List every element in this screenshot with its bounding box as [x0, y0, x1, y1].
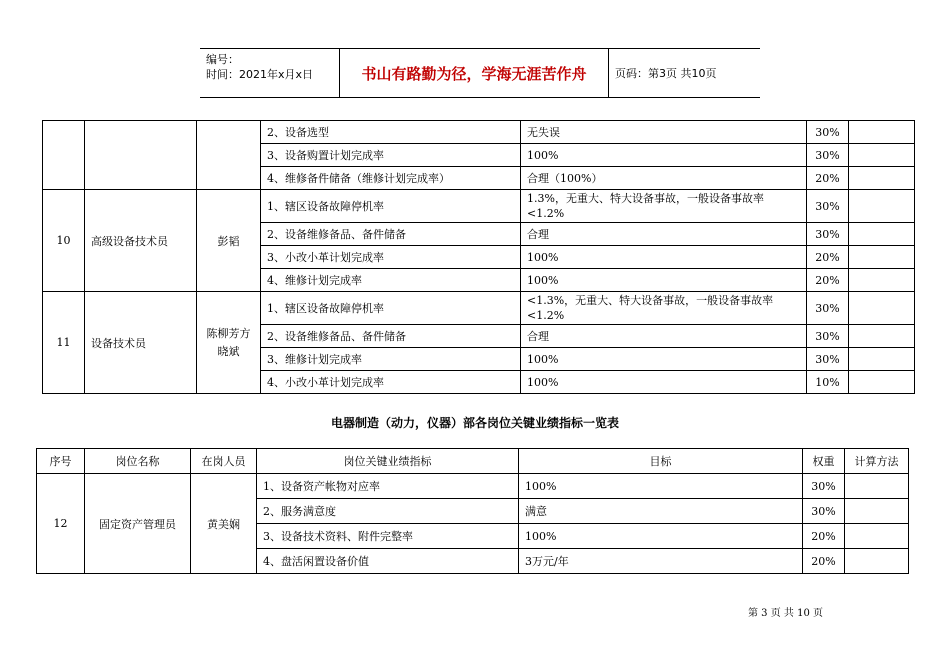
time-label: 时间：2021年x月x日	[206, 68, 314, 81]
weight-cell: 20%	[807, 269, 849, 292]
weight-cell: 30%	[807, 223, 849, 246]
header-target: 目标	[519, 449, 803, 474]
kpi-cell: 1、辖区设备故障停机率	[261, 190, 521, 223]
method-cell	[849, 292, 915, 325]
kpi-cell: 2、设备维修备品、备件储备	[261, 223, 521, 246]
method-cell	[845, 524, 909, 549]
target-cell: 合理	[521, 325, 807, 348]
table-header-row	[37, 449, 909, 474]
weight-cell: 30%	[807, 144, 849, 167]
table-row	[37, 474, 909, 499]
position-cell: 固定资产管理员	[85, 474, 191, 574]
method-cell	[849, 325, 915, 348]
method-cell	[849, 190, 915, 223]
weight-cell: 20%	[807, 167, 849, 190]
target-cell: 合理	[521, 223, 807, 246]
kpi-cell: 3、维修计划完成率	[261, 348, 521, 371]
kpi-cell: 2、设备维修备品、备件储备	[261, 325, 521, 348]
person-cell	[197, 121, 261, 190]
header-method: 计算方法	[845, 449, 909, 474]
kpi-cell: 2、设备选型	[261, 121, 521, 144]
method-cell	[845, 549, 909, 574]
position-cell: 设备技术员	[85, 292, 197, 394]
row-no-cell: 12	[37, 474, 85, 574]
target-cell: 3万元/年	[519, 549, 803, 574]
target-cell: 100%	[519, 524, 803, 549]
header-weight: 权重	[803, 449, 845, 474]
weight-cell: 10%	[807, 371, 849, 394]
position-cell: 高级设备技术员	[85, 190, 197, 292]
weight-cell: 30%	[803, 499, 845, 524]
method-cell	[849, 348, 915, 371]
weight-cell: 30%	[807, 348, 849, 371]
weight-cell: 20%	[803, 524, 845, 549]
target-cell: 100%	[521, 269, 807, 292]
table-row	[43, 292, 915, 325]
kpi-cell: 1、辖区设备故障停机率	[261, 292, 521, 325]
page-footer: 第 3 页 共 10 页	[748, 608, 823, 619]
target-cell: 100%	[521, 246, 807, 269]
kpi-cell: 4、盘活闲置设备价值	[257, 549, 519, 574]
header-kpi: 岗位关键业绩指标	[257, 449, 519, 474]
weight-cell: 30%	[803, 474, 845, 499]
row-no-cell: 10	[43, 190, 85, 292]
method-cell	[845, 499, 909, 524]
row-no-cell: 11	[43, 292, 85, 394]
method-cell	[849, 223, 915, 246]
header-meta	[200, 49, 340, 97]
weight-cell: 30%	[807, 325, 849, 348]
method-cell	[849, 121, 915, 144]
weight-cell: 30%	[807, 121, 849, 144]
method-cell	[849, 167, 915, 190]
section-title: 电器制造（动力，仪器）部各岗位关键业绩指标一览表	[330, 416, 619, 430]
kpi-table-electrical	[36, 448, 909, 574]
target-cell: 100%	[521, 348, 807, 371]
target-cell: <1.3%，无重大、特大设备事故，一般设备事故率<1.2%	[521, 292, 807, 325]
kpi-cell: 4、维修计划完成率	[261, 269, 521, 292]
page-header	[200, 48, 760, 98]
header-position: 岗位名称	[85, 449, 191, 474]
kpi-cell: 2、服务满意度	[257, 499, 519, 524]
position-cell	[85, 121, 197, 190]
method-cell	[849, 269, 915, 292]
target-cell: 满意	[519, 499, 803, 524]
header-person: 在岗人员	[191, 449, 257, 474]
person-cell: 陈柳芳方晓斌	[197, 292, 261, 394]
table-row	[43, 190, 915, 223]
target-cell: 100%	[519, 474, 803, 499]
row-no-cell	[43, 121, 85, 190]
weight-cell: 20%	[807, 246, 849, 269]
weight-cell: 20%	[803, 549, 845, 574]
target-cell: 无失误	[521, 121, 807, 144]
method-cell	[845, 474, 909, 499]
method-cell	[849, 144, 915, 167]
header-no: 序号	[37, 449, 85, 474]
target-cell: 100%	[521, 371, 807, 394]
method-cell	[849, 371, 915, 394]
kpi-cell: 3、设备购置计划完成率	[261, 144, 521, 167]
method-cell	[849, 246, 915, 269]
target-cell: 合理（100%）	[521, 167, 807, 190]
kpi-cell: 3、小改小革计划完成率	[261, 246, 521, 269]
person-cell: 黄美娴	[191, 474, 257, 574]
page-info: 页码：第3页 共10页	[615, 67, 717, 80]
kpi-cell: 1、设备资产帐物对应率	[257, 474, 519, 499]
table-row	[43, 121, 915, 144]
weight-cell: 30%	[807, 190, 849, 223]
person-cell: 彭韬	[197, 190, 261, 292]
code-label: 编号：	[206, 53, 239, 66]
target-cell: 1.3%，无重大、特大设备事故，一般设备事故率<1.2%	[521, 190, 807, 223]
weight-cell: 30%	[807, 292, 849, 325]
kpi-cell: 3、设备技术资料、附件完整率	[257, 524, 519, 549]
kpi-cell: 4、小改小革计划完成率	[261, 371, 521, 394]
kpi-table-continued	[42, 120, 915, 394]
target-cell: 100%	[521, 144, 807, 167]
header-motto: 书山有路勤为径，学海无涯苦作舟	[340, 49, 609, 97]
kpi-cell: 4、维修备件储备（维修计划完成率）	[261, 167, 521, 190]
